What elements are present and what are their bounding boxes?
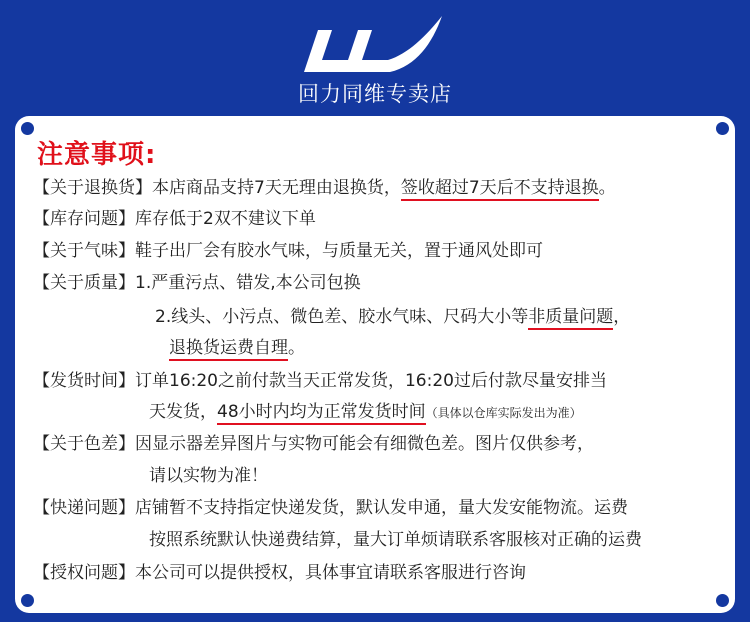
shipping-tag: 【发货时间】 bbox=[33, 371, 135, 391]
auth-text: 本公司可以提供授权，具体事宜请联系客服进行咨询 bbox=[135, 563, 526, 583]
smell-row bbox=[33, 238, 543, 264]
return-underlined-text: 签收超过7天后不支持退换 bbox=[401, 178, 599, 201]
color-row bbox=[33, 431, 594, 457]
quality-line-3-row bbox=[169, 335, 305, 361]
shipping-underlined-text: 48小时内均为正常发货时间 bbox=[217, 402, 426, 425]
shipping-line-1: 订单16:20之前付款当天正常发货，16:20过后付款尽量安排当 bbox=[135, 371, 607, 391]
auth-tag: 【授权问题】 bbox=[33, 563, 135, 583]
quality-line-3-end: 。 bbox=[288, 338, 305, 358]
smell-text: 鞋子出厂会有胶水气味，与质量无关，置于通风处即可 bbox=[135, 241, 543, 261]
express-tag: 【快递问题】 bbox=[33, 498, 135, 518]
quality-tag: 【关于质量】 bbox=[33, 273, 135, 293]
corner-dot bbox=[716, 594, 729, 607]
return-end: 。 bbox=[598, 178, 616, 198]
stock-text: 库存低于2双不建议下单 bbox=[135, 209, 316, 229]
shipping-row bbox=[33, 368, 607, 394]
return-text: 本店商品支持7天无理由退换货， bbox=[152, 178, 401, 198]
shipping-line-2-start: 天发货， bbox=[149, 402, 217, 422]
notice-card bbox=[15, 116, 735, 613]
corner-dot bbox=[21, 122, 34, 135]
return-shipping-fee-text: 退换货运费自理 bbox=[169, 338, 288, 361]
color-line-1: 因显示器差异图片与实物可能会有细微色差。图片仅供参考， bbox=[135, 434, 594, 454]
color-line-2-row bbox=[149, 463, 268, 489]
quality-line-1: 1.严重污点、错发,本公司包换 bbox=[135, 273, 361, 293]
return-policy-row bbox=[33, 175, 616, 201]
express-line-2-row bbox=[149, 527, 642, 553]
stock-row bbox=[33, 206, 316, 232]
express-line-1: 店铺暂不支持指定快递发货，默认发申通，量大发安能物流。运费 bbox=[135, 498, 628, 518]
store-name: 回力同维专卖店 bbox=[298, 82, 452, 106]
quality-line-2-end: ， bbox=[613, 307, 631, 327]
brand-logo bbox=[296, 14, 446, 80]
shipping-line-2-row bbox=[149, 399, 582, 426]
corner-dot bbox=[21, 594, 34, 607]
express-row bbox=[33, 495, 628, 521]
shipping-note: （具体以仓库实际发出为准） bbox=[425, 406, 582, 420]
return-tag: 【关于退换货】 bbox=[33, 178, 152, 198]
quality-line-2: 2.线头、小污点、微色差、胶水气味、尺码大小等 bbox=[155, 307, 529, 327]
quality-line-2-row bbox=[155, 304, 630, 330]
color-tag: 【关于色差】 bbox=[33, 434, 135, 454]
notice-title: 注意事项: bbox=[37, 140, 157, 170]
corner-dot bbox=[716, 122, 729, 135]
stock-tag: 【库存问题】 bbox=[33, 209, 135, 229]
quality-row bbox=[33, 270, 361, 296]
color-line-2: 请以实物为准！ bbox=[149, 466, 268, 486]
express-line-2: 按照系统默认快递费结算，量大订单烦请联系客服核对正确的运费 bbox=[149, 530, 642, 550]
quality-underlined-text: 非质量问题 bbox=[528, 307, 613, 330]
smell-tag: 【关于气味】 bbox=[33, 241, 135, 261]
auth-row bbox=[33, 560, 526, 586]
